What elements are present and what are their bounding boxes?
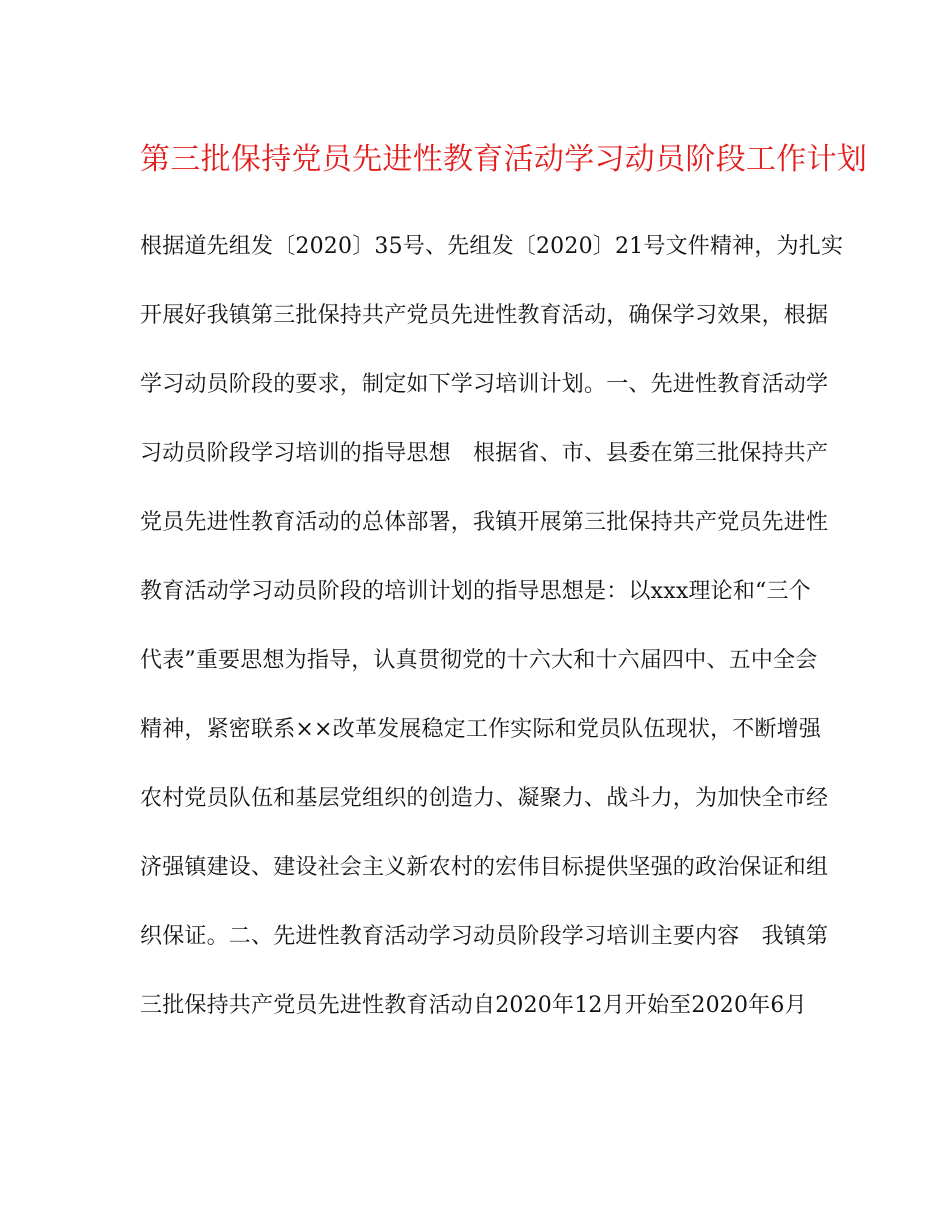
- body-line: 教育活动学习动员阶段的培训计划的指导思想是：以xxx理论和“三个: [140, 579, 811, 604]
- body-line: 根据道先组发〔2020〕35号、先组发〔2020〕21号文件精神，为扎实: [140, 234, 844, 259]
- body-line: 学习动员阶段的要求，制定如下学习培训计划。一、先进性教育活动学: [140, 372, 829, 397]
- body-line: 代表”重要思想为指导，认真贯彻党的十六大和十六届四中、五中全会: [140, 648, 818, 673]
- body-line: 济强镇建设、建设社会主义新农村的宏伟目标提供坚强的政治保证和组: [140, 855, 829, 880]
- body-line: 三批保持共产党员先进性教育活动自2020年12月开始至2020年6月: [140, 993, 807, 1018]
- document-title: 第三批保持党员先进性教育活动学习动员阶段工作计划: [140, 142, 868, 177]
- body-line: 习动员阶段学习培训的指导思想 根据省、市、县委在第三批保持共产: [140, 441, 829, 466]
- body-line: 党员先进性教育活动的总体部署，我镇开展第三批保持共产党员先进性: [140, 510, 829, 535]
- body-line: 开展好我镇第三批保持共产党员先进性教育活动，确保学习效果，根据: [140, 303, 829, 328]
- body-line: 精神，紧密联系××改革发展稳定工作实际和党员队伍现状，不断增强: [140, 717, 822, 742]
- body-line: 织保证。二、先进性教育活动学习动员阶段学习培训主要内容 我镇第: [140, 924, 829, 949]
- body-line: 农村党员队伍和基层党组织的创造力、凝聚力、战斗力，为加快全市经: [140, 786, 829, 811]
- document-body: [140, 222, 844, 1050]
